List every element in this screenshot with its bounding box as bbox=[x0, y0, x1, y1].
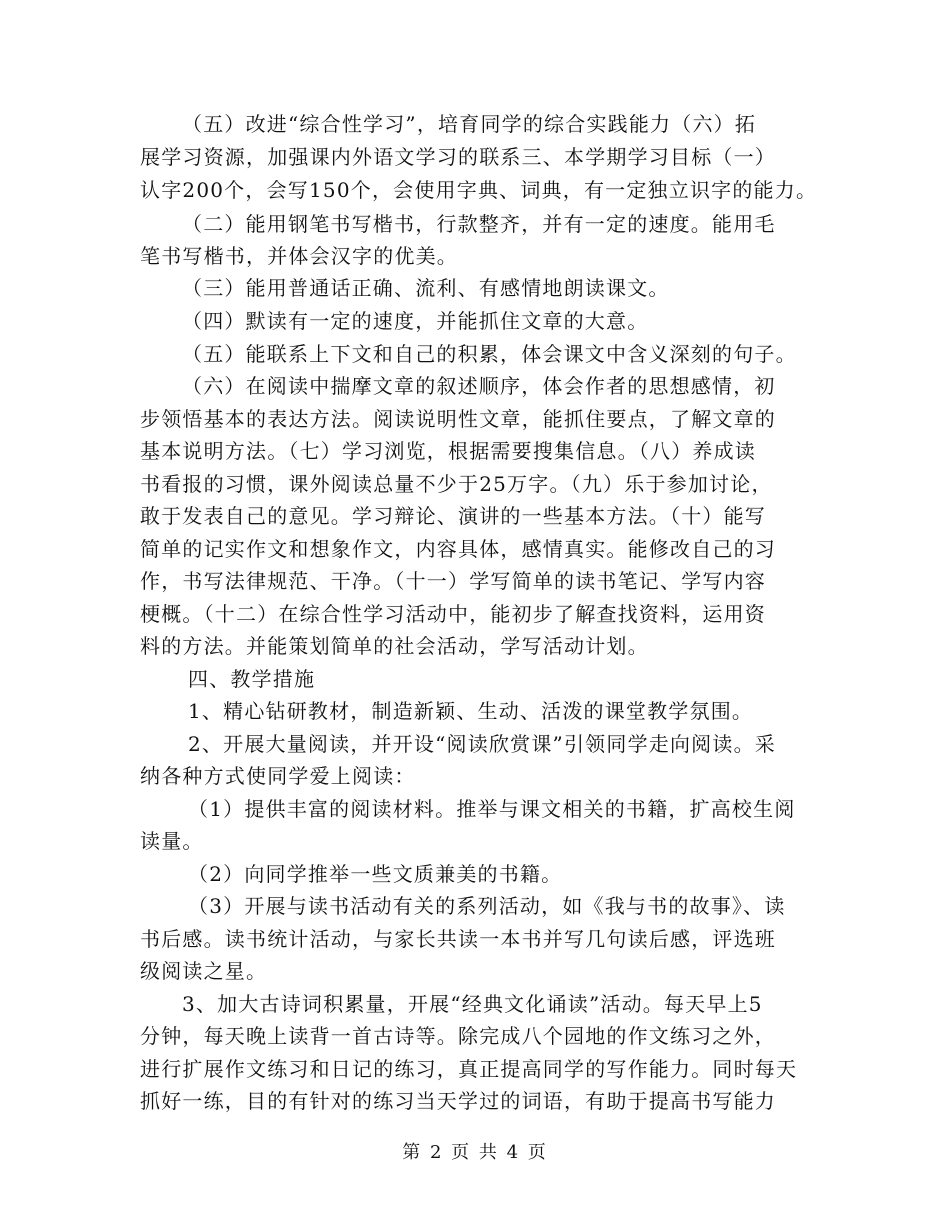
body-line: 1、精心钻研教材，制造新颖、生动、活泼的课堂教学氛围。 bbox=[188, 699, 754, 723]
body-line: 进行扩展作文练习和日记的练习，真正提高同学的写作能力。同时每天 bbox=[140, 1057, 798, 1081]
body-line: 读量。 bbox=[140, 829, 204, 853]
section-heading: 四、教学措施 bbox=[188, 667, 316, 691]
body-line: 3、加大古诗词积累量，开展“经典文化诵读”活动。每天早上5 bbox=[182, 992, 763, 1016]
page-number-footer: 第 2 页 共 4 页 bbox=[402, 1142, 548, 1163]
body-line: （3）开展与读书活动有关的系列活动，如《我与书的故事》、读 bbox=[188, 894, 786, 918]
body-line: 展学习资源，加强课内外语文学习的联系三、本学期学习目标（一） bbox=[140, 145, 776, 169]
body-line: （1）提供丰富的阅读材料。推举与课文相关的书籍，扩高校生阅 bbox=[188, 797, 796, 821]
body-line: 敢于发表自己的意见。学习辩论、演讲的一些基本方法。（十）能写 bbox=[140, 504, 766, 528]
body-line: （2）向同学推举一些文质兼美的书籍。 bbox=[188, 862, 563, 886]
body-line: 2、开展大量阅读，并开设“阅读欣赏课”引领同学走向阅读。采 bbox=[188, 732, 776, 756]
body-line: 书后感。读书统计活动，与家长共读一本书并写几句读后感，评选班 bbox=[140, 927, 776, 951]
body-line: （五）能联系上下文和自己的积累，体会课文中含义深刻的句子。 bbox=[182, 342, 797, 366]
body-line: 笔书写楷书，并体会汉字的优美。 bbox=[140, 244, 458, 268]
body-line: 书看报的习惯，课外阅读总量不少于25万字。（九）乐于参加讨论， bbox=[140, 472, 773, 496]
body-line: （六）在阅读中揣摩文章的叙述顺序，体会作者的思想感情，初 bbox=[182, 374, 776, 398]
body-line: 步领悟基本的表达方法。阅读说明性文章，能抓住要点，了解文章的 bbox=[140, 407, 776, 431]
body-line: （三）能用普通话正确、流利、有感情地朗读课文。 bbox=[182, 276, 670, 300]
body-line: 基本说明方法。（七）学习浏览，根据需要搜集信息。（八）养成读 bbox=[140, 439, 756, 463]
body-line: （四）默读有一定的速度，并能抓住文章的大意。 bbox=[182, 309, 649, 333]
body-line: （二）能用钢笔书写楷书，行款整齐，并有一定的速度。能用毛 bbox=[182, 212, 776, 236]
body-line: 抓好一练，目的有针对的练习当天学过的词语，有助于提高书写能力 bbox=[140, 1089, 776, 1113]
body-line: 简单的记实作文和想象作文，内容具体，感情真实。能修改自己的习 bbox=[140, 537, 776, 561]
body-line: （五）改进“综合性学习”，培育同学的综合实践能力（六）拓 bbox=[182, 112, 757, 136]
body-line: 认字200个，会写150个，会使用字典、词典，有一定独立识字的能力。 bbox=[140, 178, 818, 202]
body-line: 料的方法。并能策划简单的社会活动，学写活动计划。 bbox=[140, 634, 649, 658]
body-line: 作，书写法律规范、干净。（十一）学写简单的读书笔记、学写内容 bbox=[140, 569, 766, 593]
body-line: 级阅读之星。 bbox=[140, 959, 268, 983]
body-line: 分钟，每天晚上读背一首古诗等。除完成八个园地的作文练习之外， bbox=[140, 1024, 776, 1048]
body-line: 纳各种方式使同学爱上阅读： bbox=[140, 764, 416, 788]
body-line: 梗概。（十二）在综合性学习活动中，能初步了解查找资料，运用资 bbox=[140, 602, 766, 626]
